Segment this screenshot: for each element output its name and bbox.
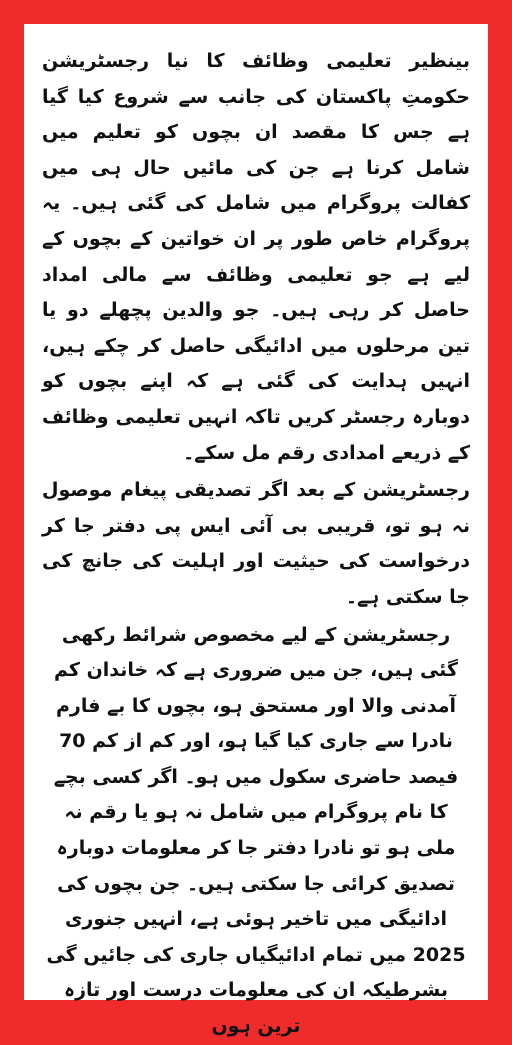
article-card: [24, 24, 488, 1038]
paragraph-verification-message: رجسٹریشن کے بعد اگر تصدیقی پیغام موصول نہ ہو تو، قریبی بی آئی ایس پی دفتر جا کر درخواست کی حیثیت اور اہلیت کی جانچ کی جا سکتی ہے۔: [42, 479, 470, 608]
paragraph-bisp-registration-intro: بینظیر تعلیمی وظائف کا نیا رجسٹریشن حکومتِ پاکستان کی جانب سے شروع کیا گیا ہے جس کا مقصد ان بچوں کو تعلیم میں شامل کرنا ہے جن کی مائیں حال ہی میں کفالت پروگرام میں شامل کی گئی ہیں۔ یہ پروگرام خاص طور پر ان خواتین کے بچوں کے لیے ہے جو تعلیمی وظائف سے مالی امداد حاصل کر رہی ہیں۔ جو والدین پچھلے دو یا تین مرحلوں میں ادائیگی حاصل کر چکے ہیں، انہیں ہدایت کی گئی ہے کہ اپنے بچوں کو دوبارہ رجسٹر کریں تاکہ انہیں تعلیمی وظائف کے ذریعے امدادی رقم مل سکے۔: [42, 50, 470, 464]
paragraph-eligibility-conditions: رجسٹریشن کے لیے مخصوص شرائط رکھی گئی ہیں، جن میں ضروری ہے کہ خاندان کم آمدنی والا اور مستحق ہو، بچوں کا بے فارم نادرا سے جاری کیا گیا ہو، اور کم از کم 70 فیصد حاضری سکول میں ہو۔ اگر کسی بچے کا نام پروگرام میں شامل نہ ہو یا رقم نہ ملی ہو تو نادرا دفتر جا کر معلومات دوبارہ تصدیق کرائی جا سکتی ہیں۔ جن بچوں کی ادائیگی میں تاخیر ہوئی ہے، انہیں جنوری 2025 میں تمام ادائیگیاں جاری کی جائیں گی بشرطیکہ ان کی معلومات درست اور تازہ ترین ہوں: [46, 623, 466, 1038]
article-body: [42, 44, 470, 1045]
